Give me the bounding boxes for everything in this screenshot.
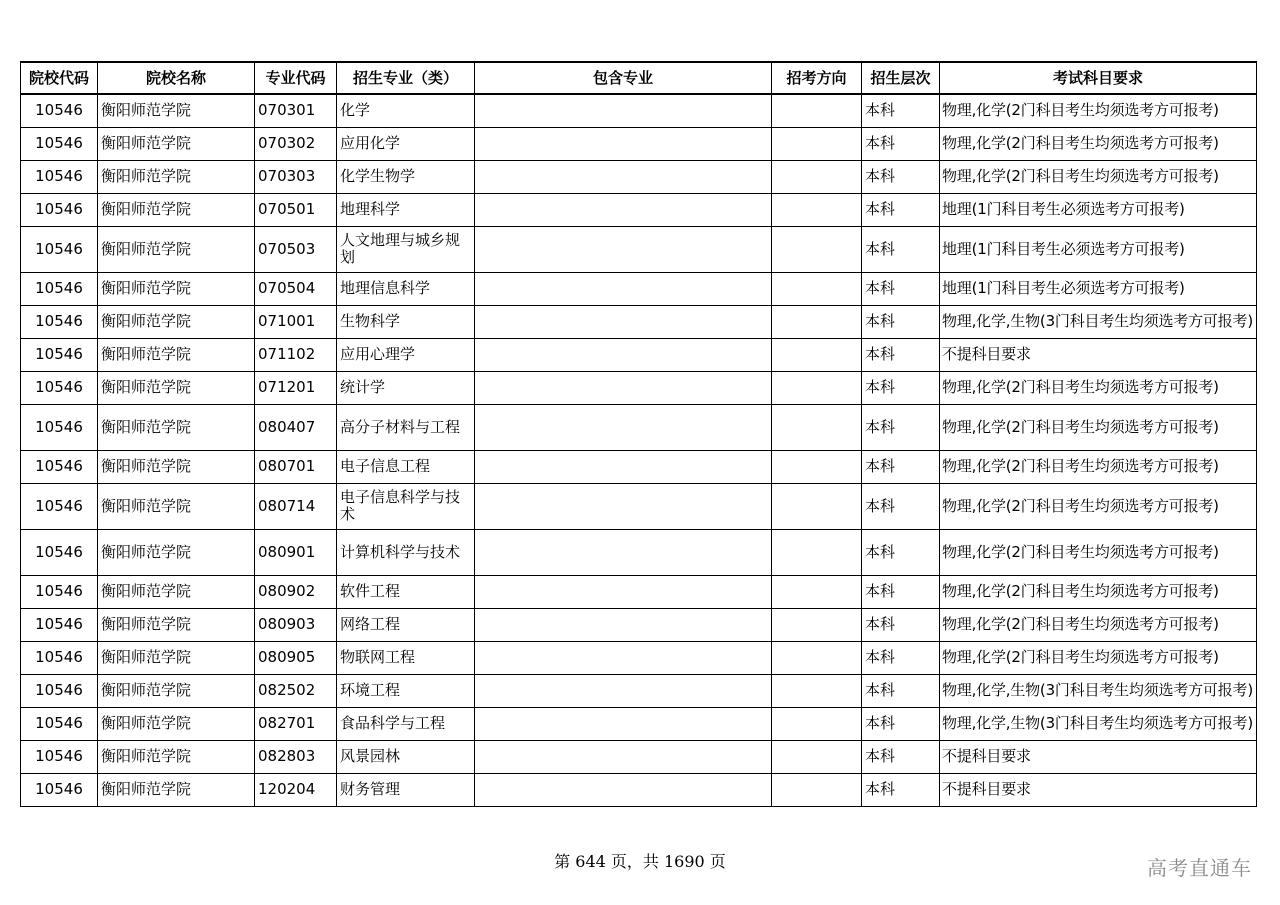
cell-major-code: 082701 bbox=[255, 707, 337, 740]
cell-level: 本科 bbox=[862, 740, 940, 773]
cell-school-name: 衡阳师范学院 bbox=[98, 160, 255, 193]
cell-level: 本科 bbox=[862, 707, 940, 740]
admissions-table bbox=[20, 61, 1257, 807]
table-row bbox=[21, 575, 1257, 608]
cell-major: 计算机科学与技术 bbox=[337, 529, 475, 575]
cell-includes bbox=[475, 575, 772, 608]
cell-school-name: 衡阳师范学院 bbox=[98, 575, 255, 608]
table-row bbox=[21, 529, 1257, 575]
table-row bbox=[21, 160, 1257, 193]
table-row bbox=[21, 608, 1257, 641]
cell-major: 物联网工程 bbox=[337, 641, 475, 674]
cell-school-name: 衡阳师范学院 bbox=[98, 608, 255, 641]
cell-school-code: 10546 bbox=[21, 483, 98, 529]
cell-school-code: 10546 bbox=[21, 305, 98, 338]
cell-includes bbox=[475, 371, 772, 404]
cell-requirement: 地理(1门科目考生必须选考方可报考) bbox=[940, 193, 1257, 226]
cell-school-code: 10546 bbox=[21, 371, 98, 404]
cell-school-code: 10546 bbox=[21, 674, 98, 707]
cell-direction bbox=[772, 160, 862, 193]
cell-includes bbox=[475, 160, 772, 193]
cell-school-code: 10546 bbox=[21, 338, 98, 371]
cell-requirement: 地理(1门科目考生必须选考方可报考) bbox=[940, 226, 1257, 272]
cell-requirement: 物理,化学(2门科目考生均须选考方可报考) bbox=[940, 94, 1257, 127]
cell-includes bbox=[475, 674, 772, 707]
cell-includes bbox=[475, 773, 772, 806]
cell-requirement: 物理,化学(2门科目考生均须选考方可报考) bbox=[940, 608, 1257, 641]
cell-school-name: 衡阳师范学院 bbox=[98, 94, 255, 127]
cell-major-code: 082803 bbox=[255, 740, 337, 773]
cell-requirement: 不提科目要求 bbox=[940, 338, 1257, 371]
table-row bbox=[21, 483, 1257, 529]
cell-major: 统计学 bbox=[337, 371, 475, 404]
cell-major-code: 070503 bbox=[255, 226, 337, 272]
cell-requirement: 物理,化学(2门科目考生均须选考方可报考) bbox=[940, 371, 1257, 404]
cell-major-code: 080714 bbox=[255, 483, 337, 529]
cell-direction bbox=[772, 529, 862, 575]
watermark-text: 高考直通车 bbox=[1147, 856, 1252, 880]
cell-direction bbox=[772, 608, 862, 641]
cell-level: 本科 bbox=[862, 193, 940, 226]
cell-major: 人文地理与城乡规划 bbox=[337, 226, 475, 272]
cell-school-code: 10546 bbox=[21, 404, 98, 450]
cell-requirement: 物理,化学(2门科目考生均须选考方可报考) bbox=[940, 404, 1257, 450]
cell-major: 地理信息科学 bbox=[337, 272, 475, 305]
cell-includes bbox=[475, 338, 772, 371]
cell-level: 本科 bbox=[862, 674, 940, 707]
cell-major: 软件工程 bbox=[337, 575, 475, 608]
cell-school-code: 10546 bbox=[21, 529, 98, 575]
table-row bbox=[21, 226, 1257, 272]
cell-includes bbox=[475, 740, 772, 773]
header-school-code: 院校代码 bbox=[21, 62, 98, 94]
cell-major: 高分子材料与工程 bbox=[337, 404, 475, 450]
cell-includes bbox=[475, 608, 772, 641]
cell-requirement: 物理,化学(2门科目考生均须选考方可报考) bbox=[940, 641, 1257, 674]
cell-school-code: 10546 bbox=[21, 226, 98, 272]
cell-school-name: 衡阳师范学院 bbox=[98, 740, 255, 773]
cell-school-name: 衡阳师范学院 bbox=[98, 338, 255, 371]
table-header-row bbox=[21, 62, 1257, 94]
cell-major: 财务管理 bbox=[337, 773, 475, 806]
cell-level: 本科 bbox=[862, 305, 940, 338]
cell-level: 本科 bbox=[862, 483, 940, 529]
table-row bbox=[21, 127, 1257, 160]
cell-school-name: 衡阳师范学院 bbox=[98, 404, 255, 450]
cell-direction bbox=[772, 193, 862, 226]
cell-direction bbox=[772, 338, 862, 371]
table-row bbox=[21, 338, 1257, 371]
cell-includes bbox=[475, 226, 772, 272]
cell-includes bbox=[475, 707, 772, 740]
header-direction: 招考方向 bbox=[772, 62, 862, 94]
cell-includes bbox=[475, 483, 772, 529]
cell-includes bbox=[475, 641, 772, 674]
cell-requirement: 物理,化学,生物(3门科目考生均须选考方可报考) bbox=[940, 305, 1257, 338]
cell-direction bbox=[772, 371, 862, 404]
table-row bbox=[21, 641, 1257, 674]
cell-major: 化学生物学 bbox=[337, 160, 475, 193]
cell-school-name: 衡阳师范学院 bbox=[98, 483, 255, 529]
cell-includes bbox=[475, 450, 772, 483]
cell-level: 本科 bbox=[862, 529, 940, 575]
cell-requirement: 物理,化学(2门科目考生均须选考方可报考) bbox=[940, 450, 1257, 483]
cell-school-name: 衡阳师范学院 bbox=[98, 674, 255, 707]
cell-requirement: 物理,化学(2门科目考生均须选考方可报考) bbox=[940, 160, 1257, 193]
cell-major-code: 070302 bbox=[255, 127, 337, 160]
header-includes: 包含专业 bbox=[475, 62, 772, 94]
cell-direction bbox=[772, 641, 862, 674]
header-level: 招生层次 bbox=[862, 62, 940, 94]
cell-major: 风景园林 bbox=[337, 740, 475, 773]
cell-direction bbox=[772, 575, 862, 608]
cell-direction bbox=[772, 127, 862, 160]
cell-school-name: 衡阳师范学院 bbox=[98, 450, 255, 483]
cell-level: 本科 bbox=[862, 272, 940, 305]
table-row bbox=[21, 272, 1257, 305]
cell-school-code: 10546 bbox=[21, 193, 98, 226]
cell-requirement: 物理,化学(2门科目考生均须选考方可报考) bbox=[940, 575, 1257, 608]
cell-school-name: 衡阳师范学院 bbox=[98, 707, 255, 740]
cell-school-code: 10546 bbox=[21, 773, 98, 806]
cell-school-name: 衡阳师范学院 bbox=[98, 226, 255, 272]
cell-direction bbox=[772, 773, 862, 806]
cell-direction bbox=[772, 450, 862, 483]
table-row bbox=[21, 674, 1257, 707]
cell-school-code: 10546 bbox=[21, 160, 98, 193]
cell-level: 本科 bbox=[862, 404, 940, 450]
table-row bbox=[21, 450, 1257, 483]
cell-level: 本科 bbox=[862, 450, 940, 483]
cell-school-name: 衡阳师范学院 bbox=[98, 193, 255, 226]
cell-major-code: 071001 bbox=[255, 305, 337, 338]
cell-direction bbox=[772, 94, 862, 127]
cell-level: 本科 bbox=[862, 371, 940, 404]
cell-major: 电子信息工程 bbox=[337, 450, 475, 483]
table-row bbox=[21, 404, 1257, 450]
table-row bbox=[21, 740, 1257, 773]
table-row bbox=[21, 773, 1257, 806]
cell-direction bbox=[772, 226, 862, 272]
cell-school-code: 10546 bbox=[21, 272, 98, 305]
cell-includes bbox=[475, 529, 772, 575]
cell-requirement: 物理,化学(2门科目考生均须选考方可报考) bbox=[940, 127, 1257, 160]
cell-major: 应用心理学 bbox=[337, 338, 475, 371]
cell-major-code: 071102 bbox=[255, 338, 337, 371]
cell-major: 环境工程 bbox=[337, 674, 475, 707]
cell-school-code: 10546 bbox=[21, 450, 98, 483]
table-row bbox=[21, 94, 1257, 127]
cell-requirement: 物理,化学(2门科目考生均须选考方可报考) bbox=[940, 483, 1257, 529]
cell-major-code: 080905 bbox=[255, 641, 337, 674]
cell-direction bbox=[772, 674, 862, 707]
cell-school-name: 衡阳师范学院 bbox=[98, 272, 255, 305]
cell-requirement: 物理,化学,生物(3门科目考生均须选考方可报考) bbox=[940, 674, 1257, 707]
cell-school-code: 10546 bbox=[21, 740, 98, 773]
cell-major: 生物科学 bbox=[337, 305, 475, 338]
cell-school-code: 10546 bbox=[21, 641, 98, 674]
cell-includes bbox=[475, 305, 772, 338]
cell-level: 本科 bbox=[862, 575, 940, 608]
cell-direction bbox=[772, 272, 862, 305]
table-row bbox=[21, 707, 1257, 740]
cell-level: 本科 bbox=[862, 94, 940, 127]
cell-major: 网络工程 bbox=[337, 608, 475, 641]
cell-major-code: 080407 bbox=[255, 404, 337, 450]
cell-major: 食品科学与工程 bbox=[337, 707, 475, 740]
header-school-name: 院校名称 bbox=[98, 62, 255, 94]
cell-major-code: 082502 bbox=[255, 674, 337, 707]
header-major-code: 专业代码 bbox=[255, 62, 337, 94]
cell-level: 本科 bbox=[862, 338, 940, 371]
cell-school-code: 10546 bbox=[21, 127, 98, 160]
page-number: 第 644 页，共 1690 页 bbox=[554, 852, 726, 871]
cell-includes bbox=[475, 193, 772, 226]
cell-major-code: 070301 bbox=[255, 94, 337, 127]
cell-school-code: 10546 bbox=[21, 608, 98, 641]
cell-direction bbox=[772, 483, 862, 529]
cell-requirement: 不提科目要求 bbox=[940, 773, 1257, 806]
header-major: 招生专业（类） bbox=[337, 62, 475, 94]
cell-school-name: 衡阳师范学院 bbox=[98, 773, 255, 806]
cell-includes bbox=[475, 127, 772, 160]
cell-includes bbox=[475, 94, 772, 127]
cell-major-code: 071201 bbox=[255, 371, 337, 404]
cell-major-code: 070504 bbox=[255, 272, 337, 305]
cell-major-code: 120204 bbox=[255, 773, 337, 806]
table-row bbox=[21, 193, 1257, 226]
cell-direction bbox=[772, 305, 862, 338]
cell-school-code: 10546 bbox=[21, 707, 98, 740]
cell-major-code: 080903 bbox=[255, 608, 337, 641]
cell-requirement: 地理(1门科目考生必须选考方可报考) bbox=[940, 272, 1257, 305]
cell-direction bbox=[772, 707, 862, 740]
cell-requirement: 物理,化学(2门科目考生均须选考方可报考) bbox=[940, 529, 1257, 575]
cell-major-code: 080902 bbox=[255, 575, 337, 608]
cell-school-name: 衡阳师范学院 bbox=[98, 529, 255, 575]
cell-major: 化学 bbox=[337, 94, 475, 127]
cell-school-name: 衡阳师范学院 bbox=[98, 371, 255, 404]
table-row bbox=[21, 305, 1257, 338]
cell-major: 电子信息科学与技术 bbox=[337, 483, 475, 529]
cell-school-name: 衡阳师范学院 bbox=[98, 641, 255, 674]
cell-level: 本科 bbox=[862, 127, 940, 160]
cell-level: 本科 bbox=[862, 160, 940, 193]
table-row bbox=[21, 371, 1257, 404]
header-requirement: 考试科目要求 bbox=[940, 62, 1257, 94]
cell-major-code: 070501 bbox=[255, 193, 337, 226]
cell-requirement: 不提科目要求 bbox=[940, 740, 1257, 773]
cell-level: 本科 bbox=[862, 226, 940, 272]
cell-school-code: 10546 bbox=[21, 575, 98, 608]
cell-major-code: 080901 bbox=[255, 529, 337, 575]
cell-level: 本科 bbox=[862, 608, 940, 641]
cell-level: 本科 bbox=[862, 641, 940, 674]
cell-direction bbox=[772, 740, 862, 773]
cell-major: 应用化学 bbox=[337, 127, 475, 160]
cell-includes bbox=[475, 404, 772, 450]
cell-level: 本科 bbox=[862, 773, 940, 806]
cell-school-code: 10546 bbox=[21, 94, 98, 127]
cell-includes bbox=[475, 272, 772, 305]
cell-requirement: 物理,化学,生物(3门科目考生均须选考方可报考) bbox=[940, 707, 1257, 740]
cell-school-name: 衡阳师范学院 bbox=[98, 305, 255, 338]
cell-major: 地理科学 bbox=[337, 193, 475, 226]
table-body bbox=[21, 94, 1257, 806]
cell-direction bbox=[772, 404, 862, 450]
cell-school-name: 衡阳师范学院 bbox=[98, 127, 255, 160]
cell-major-code: 070303 bbox=[255, 160, 337, 193]
cell-major-code: 080701 bbox=[255, 450, 337, 483]
